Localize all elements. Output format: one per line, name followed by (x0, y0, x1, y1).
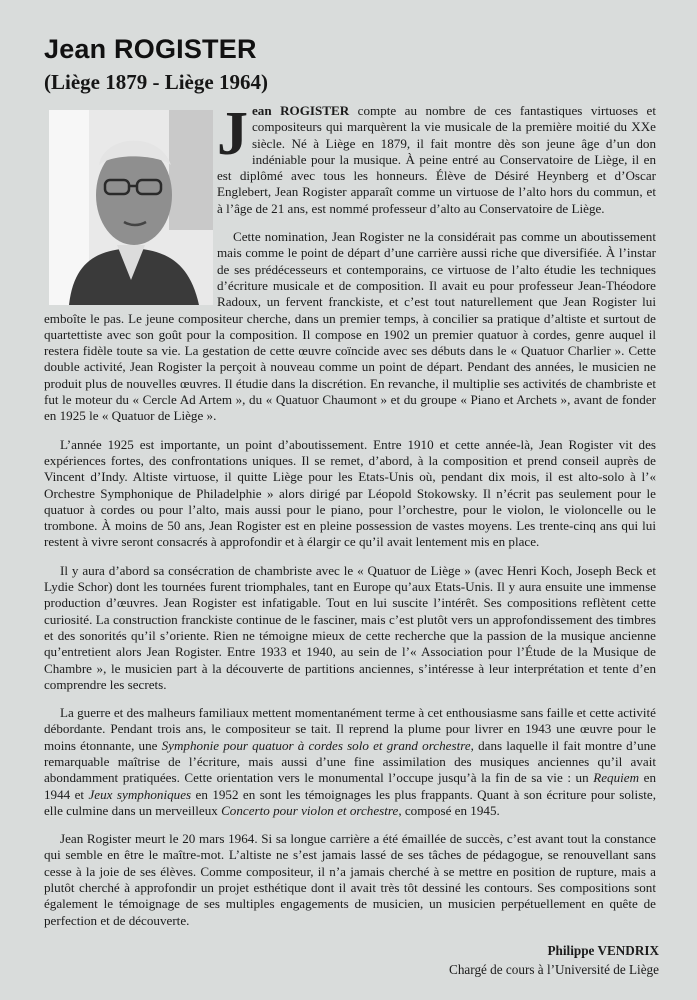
dropcap-letter: J (217, 100, 248, 168)
paragraph-5-text-c: en 1944 et (44, 770, 656, 802)
article-body (44, 100, 657, 941)
paragraph-5-text-e: , composé en 1945. (398, 802, 500, 818)
paragraph-5-text-a: La guerre et des malheurs familiaux mettent momentanément terme à cet enthousiasme sans faille et cette activité débordante. Pendant trois ans, le compositeur se tait. Il reprend la plume pour livrer en 1943 une œuvre pour le moins étonnante, une (44, 705, 656, 753)
subject-name: ean ROGISTER (252, 103, 350, 118)
paragraph-4: Il y aura d’abord sa consécration de chambriste avec le « Quatuor de Liège » (avec Henri Koch, Joseph Beck et Lydie Schor) dont les tournées furent triomphales, tant en Europe qu’aux Etats-Unis. Il y aura ensuite une immense production d’œuvres. Jean Rogister est infatigable. Tout en lui suscite l’intérêt. Ses compositions reflètent cette curiosité. La construction franckiste continue de le fasciner, mais c’est plutôt vers un approfondissement des timbres et des sonorités qu’il s’oriente. Rien ne témoigne mieux de cette recherche que la passion de la musique ancienne qu’entretient alors Jean Rogister. Entre 1933 et 1940, au sein de l’« Association pour l’Étude de la Musique de Chambre », le musicien part à la découverte de partitions anciennes, s’intéresse à leur interprétation et tente d’en comprendre les secrets. (44, 562, 656, 692)
page-subtitle: (Liège 1879 - Liège 1964) (44, 70, 268, 94)
author-name: Philippe VENDRIX (547, 943, 659, 958)
paragraph-3: L’année 1925 est importante, un point d’aboutissement. Entre 1910 et cette année-là, Jean Rogister vit des expériences fortes, des confrontations uniques. Il se remet, d’abord, à la composition et prend conseil auprès de Vincent d’Indy. Altiste virtuose, il quitte Liège pour les Etats-Unis où, pendant dix mois, il est alto-solo à l’« Orchestre Symphonique de Philadelphie » alors dirigé par Léopold Stokowsky. Il n’écrit pas seulement pour le quatuor à cordes ou pour l’alto, mais aussi pour le piano, pour l’orchestre, pour le violon, le violoncelle ou le trombone. À moins de 50 ans, Jean Rogister est en pleine possession de vastes moyens. Les trente-cinq ans qui lui restent à vivre seront consacrés à approfondir et à élargir ce qu’il avait lentement mis en place. (44, 436, 656, 550)
work-title-requiem: Requiem (593, 770, 640, 786)
paragraph-6: Jean Rogister meurt le 20 mars 1964. Si sa longue carrière a été émaillée de succès, c’est avant tout la constance qui semble en être le maître-mot. L’altiste ne s’est jamais lassé de ses tâches de pédagogue, se renouvellant sans cesse à la joie de ses élèves. Comme compositeur, il n’a jamais cherché à se mettre en position de rupture, mais a plutôt cherché à approfondir un projet esthétique dont il avait très tôt dessiné les contours. Ses compositions sont également le témoignage de ses multiples engagements de musicien, un musicien perpétuellement en quête de perfection et de découverte. (44, 831, 656, 928)
signature-block (449, 941, 659, 979)
paragraph-5-text-d: en 1952 en sont les témoignages les plus frappants. Quant à son écriture pour soliste, elle culmine dans un merveilleux (44, 786, 657, 818)
paragraph-1-text: compte au nombre de ces fantastiques virtuoses et compositeurs qui marquèrent la vie musicale de la première moitié du XXe siècle. Né à Liège en 1879, il fait montre dès son jeune âge d’un don indéniable pour la musique. À peine entré au Conservatoire de Liège, il en est diplômé avec tous les honneurs. Élève de Désiré Heynberg et d’Oscar Englebert, Jean Rogister apparaît comme un virtuose de l’alto hors du commun, et à l’âge de 21 ans, est nommé professeur d’alto au Conservatoire de Liège. (217, 103, 656, 216)
paragraph-2: Cette nomination, Jean Rogister ne la considérait pas comme un aboutissement mais comme le point de départ d’une carrière aussi riche que diversifiée. À l’instar de ses prédécesseurs et contemporains, ce virtuose de l’alto étudie les techniques d’écriture musicale et de composition. Il avait eu pour professeur Jean-Théodore Radoux, un fervent franckiste, et c’est tout naturellement que Jean Rogister lui emboîte le pas. Le jeune compositeur cherche, dans un premier temps, à concilier sa pratique d’altiste et surtout de quartettiste avec son goût pour la composition. Il compose en 1902 un premier quatuor à cordes, genre auquel il restera fidèle toute sa vie. La gestation de cette œuvre coïncide avec ses débuts dans le « Quatuor Charlier ». Cette double activité, Jean Rogister la perçoit à nouveau comme un point de départ. Pendant des années, le musicien ne produit plus de nouvelles œuvres. Il étudie dans la discrétion. En revanche, il multiplie ses activités de chambriste et fut le moteur du « Cercle Ad Artem », du « Quatuor Chaumont » et du groupe « Piano et Archets », avant de fonder en 1925 le « Quatuor de Liège ». (44, 229, 656, 424)
page-title: Jean ROGISTER (44, 34, 257, 64)
paragraph-5-text-b: , dans laquelle il fait montre d’une remarquable maîtrise de l’écriture, mais aussi d’une fine assimilation des musiques anciennes qu’il avait abondamment pratiquées. Cette orientation vers le monumental l’occupe jusqu’à la fin de sa vie : un (44, 737, 656, 786)
author-role: Chargé de cours à l’Université de Liège (449, 962, 659, 977)
work-title-symphonie: Symphonie pour quatuor à cordes solo et grand orchestre (161, 737, 471, 753)
work-title-jeux: Jeux symphoniques (88, 786, 192, 802)
work-title-concerto: Concerto pour violon et orchestre (221, 802, 399, 818)
photo-spacer (44, 103, 217, 307)
paragraph-5 (44, 705, 656, 819)
